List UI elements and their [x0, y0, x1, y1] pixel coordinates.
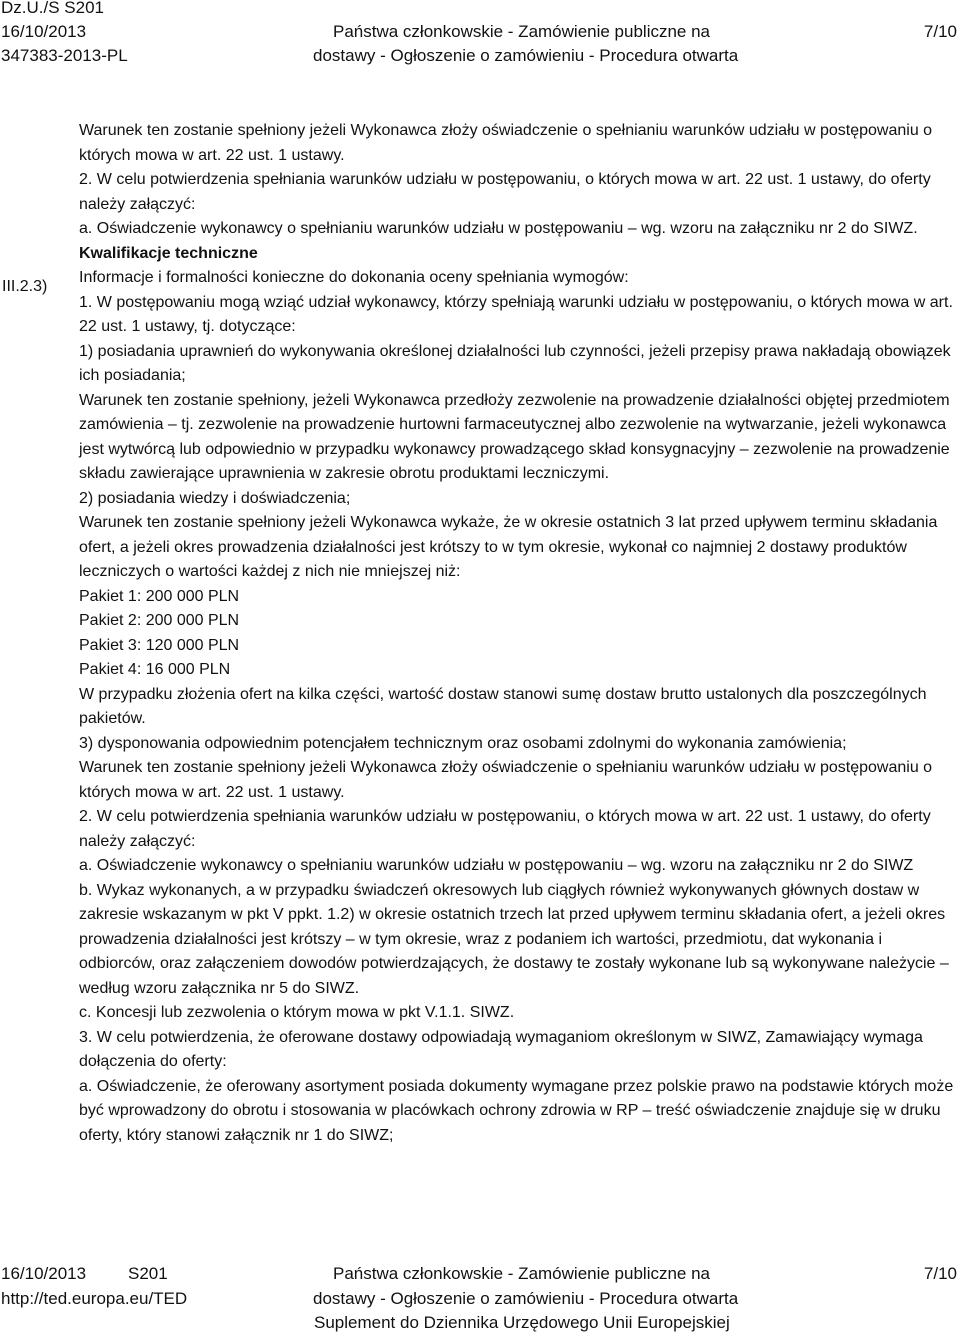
intro-paragraph: 2. W celu potwierdzenia spełniania warunków udziału w postępowaniu, o których mowa w art. 22 ust. 1 ustawy, do oferty należy załączyć:: [79, 171, 931, 213]
intro-paragraph: Warunek ten zostanie spełniony jeżeli Wykonawca złoży oświadczenie o spełnianiu warunków udziału w postępowaniu o których mowa w art. 22 ust. 1 ustawy.: [79, 122, 933, 164]
footer-title-line3: Suplement do Dziennika Urzędowego Unii Europejskiej: [314, 1313, 730, 1332]
package-value: Pakiet 4: 16 000 PLN: [79, 661, 231, 678]
footer-date: 16/10/2013: [1, 1264, 87, 1283]
paragraph: Informacje i formalności konieczne do dokonania oceny spełniania wymogów:: [79, 269, 629, 286]
package-value: Pakiet 1: 200 000 PLN: [79, 587, 240, 605]
package-value: Pakiet 2: 200 000 PLN: [79, 612, 240, 629]
header-date: 16/10/2013: [1, 22, 87, 41]
main-content: [79, 119, 959, 1148]
paragraph: 1. W postępowaniu mogą wziąć udział wykonawcy, którzy spełniają warunki udziału w postępowaniu, o których mowa w art. 22 ust. 1 ustawy, tj. dotyczące:: [79, 293, 953, 335]
paragraph: 2. W celu potwierdzenia spełniania warunków udziału w postępowaniu, o których mowa w art. 22 ust. 1 ustawy, do oferty należy załączyć:: [79, 808, 931, 850]
paragraph: Warunek ten zostanie spełniony jeżeli Wykonawca wykaże, że w okresie ostatnich 3 lat przed upływem terminu składania ofert, a jeżeli okres prowadzenia działalności jest krótszy to w tym okresie, wykonał co najmniej 2 dostawy produktów leczniczych o wartości każdej z nich nie mniejszej niż:: [79, 514, 938, 580]
paragraph: W przypadku złożenia ofert na kilka części, wartość dostaw stanowi sumę dostaw brutto ustalonych dla poszczególnych pakietów.: [79, 685, 927, 727]
paragraph: c. Koncesji lub zezwolenia o którym mowa w pkt V.1.1. SIWZ.: [79, 1004, 515, 1021]
footer-series: S201: [128, 1264, 168, 1283]
footer-page-number: 7/10: [923, 1264, 957, 1283]
package-value: Pakiet 3: 120 000 PLN: [79, 636, 240, 654]
header-title-line1: Państwa członkowskie - Zamówienie publiczne na: [333, 22, 711, 41]
document-id: 347383-2013-PL: [1, 46, 128, 65]
paragraph: a. Oświadczenie, że oferowany asortyment posiada dokumenty wymagane przez polskie prawo na podstawie których może być wprowadzony do obrotu i stosowania w placówkach ochrony zdrowia w RP – treść oświadczenie znajduje się w druku oferty, który stanowi załącznik nr 1 do SIWZ;: [79, 1077, 954, 1144]
paragraph: 2) posiadania wiedzy i doświadczenia;: [79, 489, 351, 507]
paragraph: 1) posiadania uprawnień do wykonywania określonej działalności lub czynności, jeżeli przepisy prawa nakładają obowiązek ich posiadania;: [79, 342, 951, 384]
header-page-number: 7/10: [923, 22, 957, 41]
footer-title-line1: Państwa członkowskie - Zamówienie publiczne na: [333, 1264, 711, 1283]
paragraph: 3. W celu potwierdzenia, że oferowane dostawy odpowiadają wymaganiom określonym w SIWZ, Zamawiający wymaga dołączenia do oferty:: [79, 1028, 923, 1070]
paragraph: b. Wykaz wykonanych, a w przypadku świadczeń okresowych lub ciągłych również wykonywanych głównych dostaw w zakresie wskazanym w pkt V ppkt. 1.2) w okresie ostatnich trzech lat przed upływem terminu składania ofert, a jeżeli okres prowadzenia działalności jest krótszy – w tym okresie, wraz z podaniem ich wartości, przedmiotu, dat wykonania i odbiorców, oraz załączeniem dowodów potwierdzających, że dostawy te zostały wykonane lub są wykonywane należycie – według wzoru załącznika nr 5 do SIWZ.: [79, 881, 949, 997]
intro-paragraph: a. Oświadczenie wykonawcy o spełnianiu warunków udziału w postępowaniu – wg. wzoru na załączniku nr 2 do SIWZ.: [79, 220, 918, 237]
paragraph: Warunek ten zostanie spełniony jeżeli Wykonawca złoży oświadczenie o spełnianiu warunków udziału w postępowaniu o których mowa w art. 22 ust. 1 ustawy.: [79, 759, 933, 801]
footer-url[interactable]: http://ted.europa.eu/TED: [1, 1289, 188, 1308]
paragraph: Warunek ten zostanie spełniony, jeżeli Wykonawca przedłoży zezwolenie na prowadzenie działalności objętej przedmiotem zamówienia – tj. zezwolenie na prowadzenie hurtowni farmaceutycznej albo zezwolenie na wytwarzanie, jeżeli wykonawca jest wytwórcą lub odpowiednio w przypadku wykonawcy prowadzącego skład konsygnacyjny – zezwolenie na prowadzenie składu zawierające uprawnienia w zakresie obrotu produktami leczniczymi.: [79, 391, 950, 482]
journal-reference: Dz.U./S S201: [1, 0, 104, 17]
paragraph: a. Oświadczenie wykonawcy o spełnianiu warunków udziału w postępowaniu – wg. wzoru na załączniku nr 2 do SIWZ: [79, 857, 914, 874]
header-title-line2: dostawy - Ogłoszenie o zamówieniu - Procedura otwarta: [313, 46, 739, 65]
section-heading: Kwalifikacje techniczne: [79, 244, 258, 262]
paragraph: 3) dysponowania odpowiednim potencjałem technicznym oraz osobami zdolnymi do wykonania zamówienia;: [79, 734, 847, 752]
footer-title-line2: dostawy - Ogłoszenie o zamówieniu - Procedura otwarta: [313, 1289, 739, 1308]
section-number: III.2.3): [2, 278, 48, 295]
